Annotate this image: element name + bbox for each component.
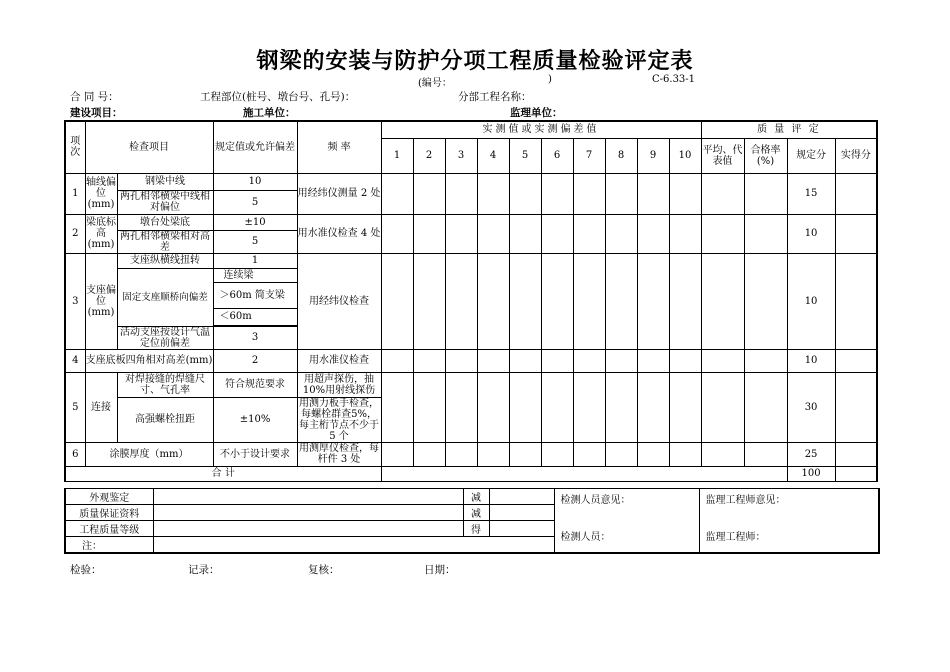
row2-real-score[interactable] bbox=[835, 214, 877, 253]
header-pass-rate: 合格率(%) bbox=[744, 138, 787, 173]
inspector-section bbox=[554, 489, 699, 554]
serial-code: C-6.33-1 bbox=[652, 74, 696, 85]
row5-pass-rate[interactable] bbox=[744, 372, 787, 442]
engineer-section bbox=[699, 489, 879, 554]
row4-score: 10 bbox=[787, 349, 835, 372]
row1-val-b: 5 bbox=[213, 190, 297, 214]
row1-real-score[interactable] bbox=[835, 173, 877, 214]
row4-pass-rate[interactable] bbox=[744, 349, 787, 372]
row6-val: 不小于设计要求 bbox=[213, 442, 297, 466]
header-avg: 平均、代表值 bbox=[701, 138, 744, 173]
row1-group: 轴线偏位(mm) bbox=[85, 173, 117, 214]
col-header-10: 10 bbox=[669, 138, 701, 173]
col-header-3: 3 bbox=[445, 138, 477, 173]
row6-frequency: 用测厚仪检查，每杆件 3 处 bbox=[299, 443, 380, 465]
row4-no: 4 bbox=[65, 349, 85, 372]
row1-avg[interactable] bbox=[701, 173, 744, 214]
row6-real-score[interactable] bbox=[835, 442, 877, 466]
quality-docs-field[interactable] bbox=[153, 505, 463, 521]
get-field[interactable] bbox=[489, 521, 554, 537]
row3-val-a: 1 bbox=[213, 253, 297, 268]
row5-group: 连接 bbox=[85, 372, 117, 442]
engineer-opinion-label: 监理工程师意见： bbox=[705, 495, 786, 506]
header-score-real: 实得分 bbox=[835, 138, 877, 173]
row4-real-score[interactable] bbox=[835, 349, 877, 372]
header-measured: 实测值或实测偏差值 bbox=[381, 121, 701, 138]
appearance-field[interactable] bbox=[153, 489, 463, 505]
grade-field[interactable] bbox=[153, 521, 463, 537]
inspector-label: 检测人员： bbox=[560, 532, 611, 543]
appearance-label: 外观鉴定 bbox=[65, 489, 153, 505]
row1-frequency: 用经纬仪测量 2 处 bbox=[297, 173, 381, 214]
row1-val-a: 10 bbox=[213, 173, 297, 190]
row1-pass-rate[interactable] bbox=[744, 173, 787, 214]
supervisor-label: 监理单位： bbox=[510, 107, 563, 119]
row1-no: 1 bbox=[65, 173, 85, 214]
row5-avg[interactable] bbox=[701, 372, 744, 442]
footer-review: 复核： bbox=[308, 564, 340, 576]
row2-pass-rate[interactable] bbox=[744, 214, 787, 253]
header-frequency: 频 率 bbox=[297, 121, 381, 173]
contract-no-label: 合 同 号： bbox=[70, 91, 119, 103]
header-quality: 质 量 评 定 bbox=[701, 121, 877, 138]
row3-sub-group: 固定支座顺桥向偏差 bbox=[117, 268, 213, 326]
note-field[interactable] bbox=[153, 537, 554, 554]
page-title: 钢梁的安装与防护分项工程质量检验评定表 bbox=[256, 49, 694, 74]
deduct-1-label: 减 bbox=[463, 489, 489, 505]
deduct-1-field[interactable] bbox=[489, 489, 554, 505]
row2-score: 10 bbox=[787, 214, 835, 253]
row3-avg[interactable] bbox=[701, 253, 744, 349]
serial-label: (编号： bbox=[418, 78, 452, 89]
row3-item-e: 活动支座按设计气温定位前偏差 bbox=[117, 326, 213, 349]
row2-item-a: 墩台处梁底 bbox=[117, 214, 213, 230]
total-label: 合 计 bbox=[65, 466, 381, 481]
row1-score: 15 bbox=[787, 173, 835, 214]
location-label: 工程部位(桩号、墩台号、孔号)： bbox=[200, 91, 356, 103]
row5-val-a: 符合规范要求 bbox=[213, 372, 297, 397]
engineer-label: 监理工程师： bbox=[705, 532, 766, 543]
row1-item-a: 钢梁中线 bbox=[117, 173, 213, 190]
row5-no: 5 bbox=[65, 372, 85, 442]
row5-item-a: 对焊接缝的焊缝尺寸、气孔率 bbox=[117, 372, 213, 397]
col-header-9: 9 bbox=[637, 138, 669, 173]
row3-frequency: 用经纬仪检查 bbox=[297, 253, 381, 349]
row3-real-score[interactable] bbox=[835, 253, 877, 349]
col-header-8: 8 bbox=[605, 138, 637, 173]
header-check-item: 检查项目 bbox=[85, 121, 213, 173]
row6-item: 涂膜厚度（mm） bbox=[85, 442, 213, 466]
row4-val: 2 bbox=[213, 349, 297, 372]
evaluation-table bbox=[64, 120, 878, 482]
col-header-6: 6 bbox=[541, 138, 573, 173]
row6-no: 6 bbox=[65, 442, 85, 466]
deduct-2-label: 减 bbox=[463, 505, 489, 521]
row2-no: 2 bbox=[65, 214, 85, 253]
total-real-score[interactable] bbox=[835, 466, 877, 481]
row5-val-b: ±10% bbox=[213, 397, 297, 442]
note-label: 注： bbox=[65, 537, 153, 554]
row1-item-b: 两孔相邻横梁中线相对偏位 bbox=[117, 190, 213, 214]
sub-project-label: 分部工程名称： bbox=[458, 91, 532, 103]
footer-record: 记录： bbox=[188, 564, 220, 576]
serial-close: ) bbox=[548, 74, 552, 85]
header-spec: 规定值或允许偏差 bbox=[213, 121, 297, 173]
builder-label: 建设项目： bbox=[70, 107, 123, 119]
row5-frequency-b: 用测力板手检查，每螺栓群查5%，每主桁节点不少于 5 个 bbox=[299, 397, 380, 442]
col-header-2: 2 bbox=[413, 138, 445, 173]
total-score: 100 bbox=[787, 466, 835, 481]
col-header-7: 7 bbox=[573, 138, 605, 173]
bottom-section bbox=[64, 488, 880, 554]
row3-item-b: 连续梁 bbox=[213, 268, 297, 282]
row3-score: 10 bbox=[787, 253, 835, 349]
row5-frequency-a: 用超声探伤，抽10%用射线探伤 bbox=[297, 372, 381, 397]
row4-item: 支座底板四角相对高差(mm) bbox=[85, 349, 213, 372]
row2-val-b: 5 bbox=[213, 230, 297, 253]
row5-real-score[interactable] bbox=[835, 372, 877, 442]
row5-item-b: 高强螺栓扭距 bbox=[117, 397, 213, 442]
row3-group: 支座偏位(mm) bbox=[85, 253, 117, 349]
row2-val-a: ±10 bbox=[213, 214, 297, 230]
row2-avg[interactable] bbox=[701, 214, 744, 253]
header-score-spec: 规定分 bbox=[787, 138, 835, 173]
row4-avg[interactable] bbox=[701, 349, 744, 372]
row2-item-b: 两孔相邻横梁相对高差 bbox=[117, 230, 213, 253]
col-header-5: 5 bbox=[509, 138, 541, 173]
row3-item-d: ＜60m bbox=[213, 308, 297, 325]
col-header-4: 4 bbox=[477, 138, 509, 173]
grade-label: 工程质量等级 bbox=[65, 521, 153, 537]
row4-frequency: 用水准仪检查 bbox=[297, 349, 381, 372]
row3-no: 3 bbox=[65, 253, 85, 349]
col-header-1: 1 bbox=[381, 138, 413, 173]
header-item-no: 项次 bbox=[65, 121, 85, 173]
row6-avg[interactable] bbox=[701, 442, 744, 466]
inspector-opinion-label: 检测人员意见： bbox=[560, 495, 631, 506]
quality-docs-label: 质量保证资料 bbox=[65, 505, 153, 521]
row2-group: 梁底标高(mm) bbox=[85, 214, 117, 253]
get-label: 得 bbox=[463, 521, 489, 537]
row3-item-a: 支座纵横线扭转 bbox=[117, 253, 213, 268]
row6-score: 25 bbox=[787, 442, 835, 466]
constructor-label: 施工单位： bbox=[243, 107, 296, 119]
row3-val-e: 3 bbox=[213, 326, 297, 349]
deduct-2-field[interactable] bbox=[489, 505, 554, 521]
row5-score: 30 bbox=[787, 372, 835, 442]
footer-date: 日期： bbox=[424, 564, 456, 576]
row2-frequency: 用水准仪检查 4 处 bbox=[297, 214, 381, 253]
row3-item-c: ＞60m 简支梁 bbox=[213, 282, 297, 308]
footer-check: 检验： bbox=[70, 564, 102, 576]
row6-pass-rate[interactable] bbox=[744, 442, 787, 466]
row3-pass-rate[interactable] bbox=[744, 253, 787, 349]
